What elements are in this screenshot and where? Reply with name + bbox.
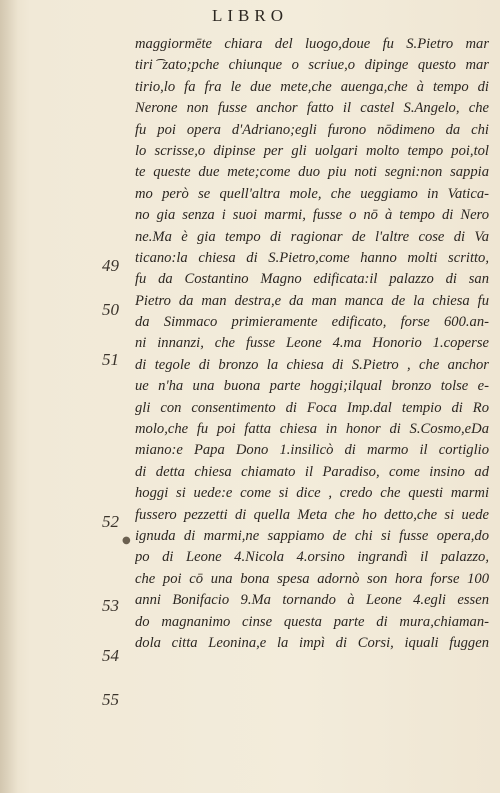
text-line: fu da Costantino Magno edificata:il palazzo di san [135, 271, 489, 288]
text-line: maggiormēte chiara del luogo,doue fu S.Pietro mar [135, 36, 489, 52]
text-line: molo,che fu poi fatta chiesa in honor di S.Cosmo,eDa [135, 421, 489, 438]
text-line: lo scrisse,o dipinse per gli uolgari molto tempo poi,tol [135, 142, 489, 159]
text-line: di tegole di bronzo la chiesa di S.Pietro , che anchor [135, 356, 489, 373]
text-line: dola citta Leonina,e la impì di Corsi, iquali fuggen [135, 634, 489, 651]
text-line: gli con consentimento di Foca Imp.dal tempio di Ro [135, 399, 489, 416]
text-line: che poi cō una bona spesa adornò son hora forse 100 [135, 570, 489, 587]
text-line: di detta chiesa chiamato il Paradiso, come insino ad [135, 463, 489, 480]
margin-number: 54 [102, 646, 119, 665]
printer-mark: ● [122, 535, 131, 546]
margin-number: 55 [102, 690, 119, 709]
margin-number: 51 [102, 350, 119, 369]
text-line: po di Leone 4.Nicola 4.orsino ingrandì il palazzo, [135, 549, 489, 566]
text-line: ignuda di marmi,ne sappiamo de chi si fusse opera,do [135, 527, 489, 544]
margin-number: 50 [102, 300, 119, 319]
text-line: hoggi si uede:e come si dice , credo che questi marmi [135, 485, 489, 502]
text-line: ticano:la chiesa di S.Pietro,come hanno molti scritto, [135, 249, 489, 266]
text-line: ne.Ma è gia tempo di ragionar de l'altre cose di Va [135, 228, 489, 245]
margin-number: 53 [102, 596, 119, 615]
text-line: miano:e Papa Dono 1.insilicò di marmo il cortiglio [135, 442, 489, 459]
gutter-shadow [0, 0, 18, 793]
text-line: anni Bonifacio 9.Ma tornando à Leone 4.egli essen [135, 592, 489, 609]
text-line: tiri ͡zato;pche chiunque o scriue,o dipinge questo mar [135, 57, 489, 74]
body-text [135, 34, 489, 654]
text-line: ue n'ha una buona parte hoggi;ilqual bronzo tolse e- [135, 378, 489, 395]
text-line: fussero pezzetti di quella Meta che ho detto,che si uede [135, 506, 489, 523]
text-line: da Simmaco primieramente edificato, forse 600.an- [135, 314, 489, 331]
text-line: fu poi opera d'Adriano;egli furono nōdimeno da chi [135, 121, 489, 138]
text-line: te queste due mete;come duo piu noti segni:non sappia [135, 164, 489, 181]
text-line: tirio,lo fa fra le due mete,che auenga,che à tempo di [135, 78, 489, 95]
margin-number: 49 [102, 256, 119, 275]
text-line: ni innanzi, che fusse Leone 4.ma Honorio 1.coperse [135, 335, 489, 352]
running-head: LIBRO [212, 6, 288, 25]
text-line: Pietro da man destra,e da man manca de la chiesa fu [135, 292, 489, 309]
text-line: Nerone non fusse anchor fatto il castel S.Angelo, che [135, 100, 489, 117]
text-line: mo però se quell'altra mole, che ueggiamo in Vatica- [135, 185, 489, 202]
margin-number: 52 [102, 512, 119, 531]
text-line: do magnanimo cinse questa parte di mura,chiaman- [135, 613, 489, 630]
text-line: no gia senza i suoi marmi, fusse o nō à tempo di Nero [135, 207, 489, 224]
